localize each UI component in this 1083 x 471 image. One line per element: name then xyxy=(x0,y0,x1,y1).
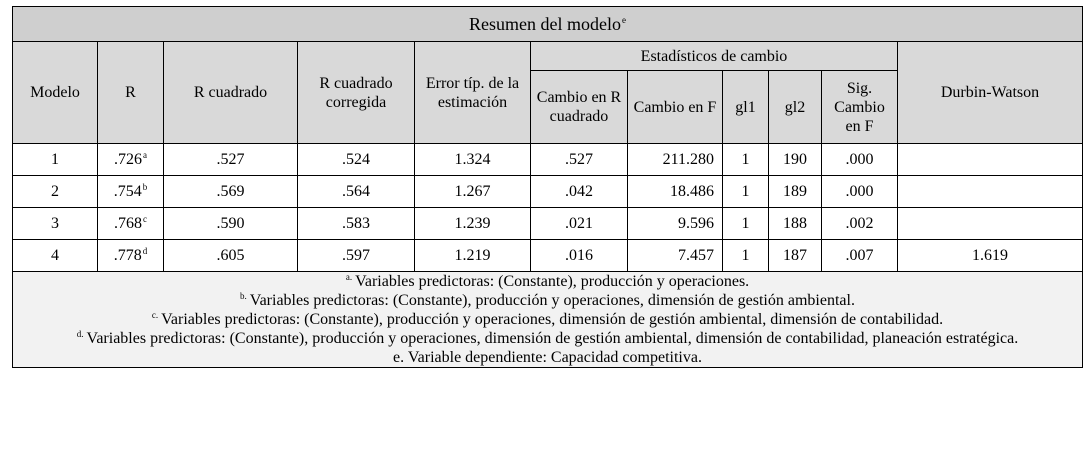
footnote-marker: d. xyxy=(76,328,84,339)
cell-r xyxy=(98,144,164,176)
header-gl2: gl2 xyxy=(769,71,822,144)
table-footnotes xyxy=(13,272,1083,368)
cell-durbin-watson xyxy=(898,144,1083,176)
table-row xyxy=(13,176,1083,208)
cell-gl2: 189 xyxy=(769,176,822,208)
cell-r-cuadrado-corregida: .564 xyxy=(298,176,415,208)
cell-cambio-r-cuadrado: .527 xyxy=(531,144,628,176)
footnote-text: Variables predictoras: (Constante), producción y operaciones. xyxy=(355,273,750,290)
cell-error: 1.267 xyxy=(415,176,531,208)
header-r-cuadrado-corregida: R cuadrado corregida xyxy=(298,42,415,144)
header-durbin-watson: Durbin-Watson xyxy=(898,42,1083,144)
cell-r xyxy=(98,240,164,272)
cell-error: 1.324 xyxy=(415,144,531,176)
footnote-text: Variables predictoras: (Constante), producción y operaciones, dimensión de gestión ambiental, dimensión de contabilidad, planeación estratégica. xyxy=(86,330,1019,347)
cell-r-value: .778 xyxy=(113,247,142,264)
title-footnote-marker: e xyxy=(622,14,626,25)
footnote-text: Variables predictoras: (Constante), producción y operaciones, dimensión de gestión ambiental, dimensión de contabilidad. xyxy=(161,311,944,328)
cell-modelo: 1 xyxy=(13,144,98,176)
cell-r-cuadrado: .605 xyxy=(164,240,298,272)
table-row xyxy=(13,208,1083,240)
table-row xyxy=(13,240,1083,272)
header-r-cuadrado: R cuadrado xyxy=(164,42,298,144)
r-footnote-marker: b xyxy=(142,181,148,192)
cell-r-cuadrado-corregida: .583 xyxy=(298,208,415,240)
cell-error: 1.219 xyxy=(415,240,531,272)
table-title xyxy=(13,7,1083,42)
footnote-marker: b. xyxy=(240,290,247,301)
cell-r-cuadrado: .527 xyxy=(164,144,298,176)
cell-modelo: 2 xyxy=(13,176,98,208)
cell-sig: .000 xyxy=(822,176,898,208)
footnote-a xyxy=(16,272,1079,291)
cell-error: 1.239 xyxy=(415,208,531,240)
cell-cambio-r-cuadrado: .021 xyxy=(531,208,628,240)
footnote-marker: a. xyxy=(345,271,353,282)
header-sig-cambio-f: Sig. Cambio en F xyxy=(822,71,898,144)
header-r: R xyxy=(98,42,164,144)
footnote-d xyxy=(16,329,1079,348)
table-row xyxy=(13,144,1083,176)
cell-r-value: .768 xyxy=(114,215,142,232)
cell-durbin-watson xyxy=(898,208,1083,240)
header-gl1: gl1 xyxy=(723,71,769,144)
cell-gl2: 190 xyxy=(769,144,822,176)
cell-r-cuadrado: .569 xyxy=(164,176,298,208)
cell-durbin-watson: 1.619 xyxy=(898,240,1083,272)
footnote-e xyxy=(16,348,1079,367)
header-cambio-r-cuadrado: Cambio en R cuadrado xyxy=(531,71,628,144)
cell-modelo: 4 xyxy=(13,240,98,272)
header-estadisticos-de-cambio: Estadísticos de cambio xyxy=(531,42,898,71)
cell-sig: .000 xyxy=(822,144,898,176)
cell-modelo: 3 xyxy=(13,208,98,240)
model-summary-container xyxy=(12,6,1040,464)
model-summary-table xyxy=(12,6,1083,368)
cell-gl2: 187 xyxy=(769,240,822,272)
cell-gl1: 1 xyxy=(723,208,769,240)
cell-r-cuadrado-corregida: .597 xyxy=(298,240,415,272)
cell-r-value: .726 xyxy=(114,151,142,168)
cell-gl2: 188 xyxy=(769,208,822,240)
cell-r xyxy=(98,208,164,240)
cell-cambio-f: 18.486 xyxy=(628,176,723,208)
cell-r-cuadrado: .590 xyxy=(164,208,298,240)
table-title-text: Resumen del modelo xyxy=(469,13,621,34)
footnote-b xyxy=(16,291,1079,310)
footnote-text: Variables predictoras: (Constante), producción y operaciones, dimensión de gestión ambiental. xyxy=(249,292,855,309)
r-footnote-marker: a xyxy=(143,149,147,160)
cell-gl1: 1 xyxy=(723,240,769,272)
cell-durbin-watson xyxy=(898,176,1083,208)
cell-cambio-f: 211.280 xyxy=(628,144,723,176)
cell-cambio-r-cuadrado: .016 xyxy=(531,240,628,272)
cell-cambio-f: 7.457 xyxy=(628,240,723,272)
header-modelo: Modelo xyxy=(13,42,98,144)
cell-r-cuadrado-corregida: .524 xyxy=(298,144,415,176)
header-cambio-f: Cambio en F xyxy=(628,71,723,144)
header-error-tipico: Error típ. de la estimación xyxy=(415,42,531,144)
r-footnote-marker: d xyxy=(142,245,148,256)
footnote-marker: c. xyxy=(151,309,159,320)
cell-r-value: .754 xyxy=(113,183,142,200)
cell-cambio-f: 9.596 xyxy=(628,208,723,240)
cell-gl1: 1 xyxy=(723,176,769,208)
cell-sig: .002 xyxy=(822,208,898,240)
r-footnote-marker: c xyxy=(143,213,147,224)
footnote-text: e. Variable dependiente: Capacidad competitiva. xyxy=(393,349,702,366)
cell-r xyxy=(98,176,164,208)
cell-gl1: 1 xyxy=(723,144,769,176)
footnote-c xyxy=(16,310,1079,329)
cell-cambio-r-cuadrado: .042 xyxy=(531,176,628,208)
cell-sig: .007 xyxy=(822,240,898,272)
